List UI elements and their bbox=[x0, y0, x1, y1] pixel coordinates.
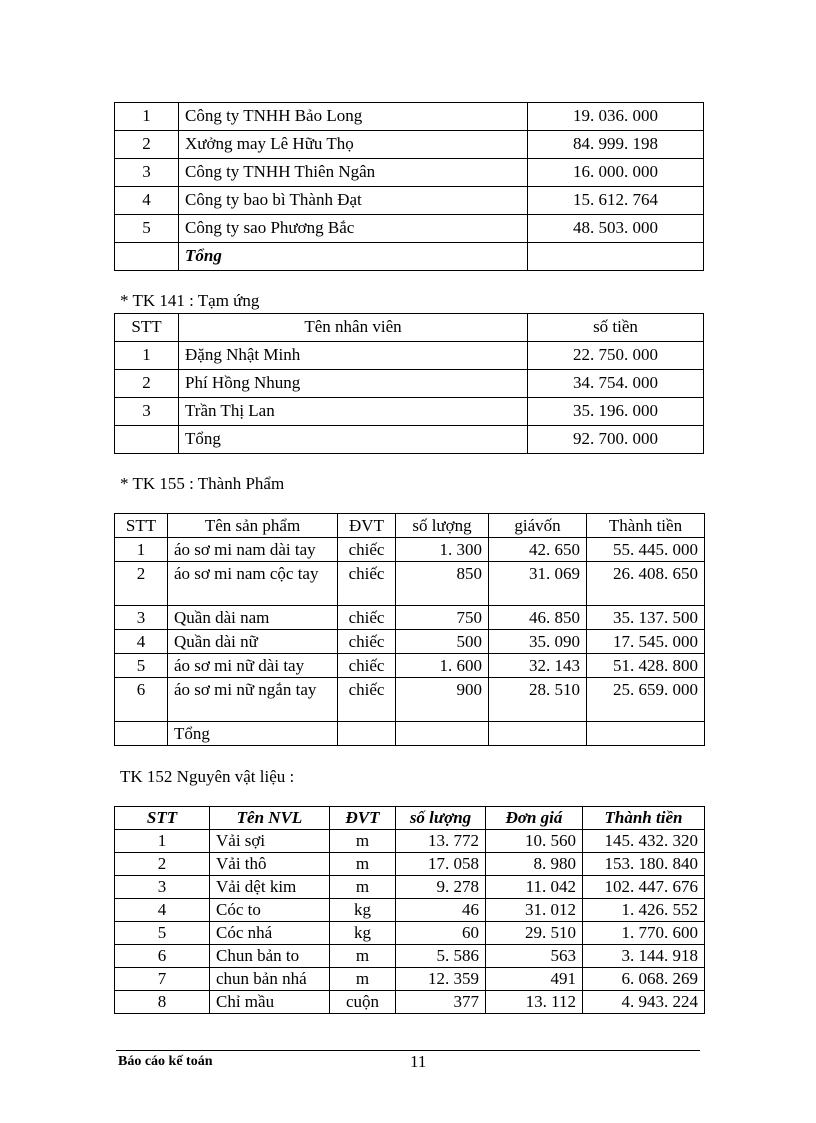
table-row bbox=[115, 853, 705, 876]
amount-cell: 84. 999. 198 bbox=[528, 131, 704, 159]
header-stt: STT bbox=[115, 807, 210, 830]
stt-cell: 7 bbox=[115, 968, 210, 991]
stt-cell: 6 bbox=[115, 678, 168, 722]
qty-cell: 13. 772 bbox=[396, 830, 486, 853]
amount-cell: 22. 750. 000 bbox=[528, 342, 704, 370]
name-cell: Vải sợi bbox=[210, 830, 330, 853]
name-cell: Công ty TNHH Thiên Ngân bbox=[179, 159, 528, 187]
stt-cell: 8 bbox=[115, 991, 210, 1014]
unit-cell: chiếc bbox=[338, 606, 396, 630]
name-cell: Phí Hồng Nhung bbox=[179, 370, 528, 398]
name-cell: Vải thô bbox=[210, 853, 330, 876]
total-label: Tổng bbox=[179, 426, 528, 454]
name-cell: Quần dài nam bbox=[168, 606, 338, 630]
cost-cell: 28. 510 bbox=[489, 678, 587, 722]
header-stt: STT bbox=[115, 314, 179, 342]
cost-cell: 46. 850 bbox=[489, 606, 587, 630]
qty-cell: 850 bbox=[396, 562, 489, 606]
total-cell: 1. 770. 600 bbox=[583, 922, 705, 945]
header-name: Tên nhân viên bbox=[179, 314, 528, 342]
stt-cell: 4 bbox=[115, 630, 168, 654]
name-cell: áo sơ mi nam cộc tay bbox=[168, 562, 338, 606]
tk155-caption: * TK 155 : Thành Phẩm bbox=[120, 474, 285, 493]
total-row bbox=[115, 243, 704, 271]
table-row bbox=[115, 215, 704, 243]
table-row bbox=[115, 678, 705, 722]
table-row bbox=[115, 398, 704, 426]
qty-cell: 1. 300 bbox=[396, 538, 489, 562]
unit-cell: m bbox=[330, 945, 396, 968]
table-row bbox=[115, 538, 705, 562]
unit-cell: chiếc bbox=[338, 538, 396, 562]
total-amount: 92. 700. 000 bbox=[528, 426, 704, 454]
stt-cell: 3 bbox=[115, 876, 210, 899]
unit-cell: m bbox=[330, 853, 396, 876]
stt-cell: 2 bbox=[115, 562, 168, 606]
total-row bbox=[115, 722, 705, 746]
stt-cell: 5 bbox=[115, 922, 210, 945]
qty-cell: 5. 586 bbox=[396, 945, 486, 968]
stt-cell: 6 bbox=[115, 945, 210, 968]
total-cell: 1. 426. 552 bbox=[583, 899, 705, 922]
price-cell: 491 bbox=[486, 968, 583, 991]
table-row bbox=[115, 876, 705, 899]
table-row bbox=[115, 342, 704, 370]
qty-cell: 1. 600 bbox=[396, 654, 489, 678]
qty-cell: 500 bbox=[396, 630, 489, 654]
header-name: Tên sản phẩm bbox=[168, 514, 338, 538]
table-row bbox=[115, 562, 705, 606]
table-row bbox=[115, 922, 705, 945]
total-cell: 26. 408. 650 bbox=[587, 562, 705, 606]
price-cell: 13. 112 bbox=[486, 991, 583, 1014]
total-cell: 35. 137. 500 bbox=[587, 606, 705, 630]
amount-cell: 34. 754. 000 bbox=[528, 370, 704, 398]
unit-cell: kg bbox=[330, 899, 396, 922]
total-cell: 17. 545. 000 bbox=[587, 630, 705, 654]
amount-cell: 35. 196. 000 bbox=[528, 398, 704, 426]
stt-cell: 3 bbox=[115, 398, 179, 426]
total-cell: 55. 445. 000 bbox=[587, 538, 705, 562]
table-row bbox=[115, 131, 704, 159]
qty-cell: 9. 278 bbox=[396, 876, 486, 899]
tk141-caption: * TK 141 : Tạm ứng bbox=[120, 291, 260, 310]
name-cell: áo sơ mi nữ dài tay bbox=[168, 654, 338, 678]
amount-cell: 19. 036. 000 bbox=[528, 103, 704, 131]
empty-cell bbox=[396, 722, 489, 746]
unit-cell: chiếc bbox=[338, 630, 396, 654]
total-cell: 153. 180. 840 bbox=[583, 853, 705, 876]
table-row bbox=[115, 830, 705, 853]
empty-cell bbox=[115, 722, 168, 746]
total-amount bbox=[528, 243, 704, 271]
name-cell: Trần Thị Lan bbox=[179, 398, 528, 426]
header-price: Đơn giá bbox=[486, 807, 583, 830]
unit-cell: chiếc bbox=[338, 654, 396, 678]
stt-cell: 1 bbox=[115, 830, 210, 853]
amount-cell: 15. 612. 764 bbox=[528, 187, 704, 215]
total-label: Tổng bbox=[179, 243, 528, 271]
total-cell: 6. 068. 269 bbox=[583, 968, 705, 991]
creditor-table bbox=[114, 102, 704, 271]
stt-cell: 5 bbox=[115, 215, 179, 243]
header-qty: số lượng bbox=[396, 514, 489, 538]
table-row bbox=[115, 991, 705, 1014]
cost-cell: 35. 090 bbox=[489, 630, 587, 654]
table-row bbox=[115, 945, 705, 968]
name-cell: Quần dài nữ bbox=[168, 630, 338, 654]
name-cell: chun bản nhá bbox=[210, 968, 330, 991]
qty-cell: 60 bbox=[396, 922, 486, 945]
table-row bbox=[115, 370, 704, 398]
tk152-table bbox=[114, 806, 705, 1014]
name-cell: Công ty TNHH Bảo Long bbox=[179, 103, 528, 131]
unit-cell: kg bbox=[330, 922, 396, 945]
footer-report-title: Báo cáo kế toán bbox=[118, 1054, 213, 1069]
table-row bbox=[115, 968, 705, 991]
name-cell: Vải dệt kim bbox=[210, 876, 330, 899]
qty-cell: 46 bbox=[396, 899, 486, 922]
name-cell: Đặng Nhật Minh bbox=[179, 342, 528, 370]
header-qty: số lượng bbox=[396, 807, 486, 830]
unit-cell: chiếc bbox=[338, 678, 396, 722]
cost-cell: 32. 143 bbox=[489, 654, 587, 678]
qty-cell: 900 bbox=[396, 678, 489, 722]
qty-cell: 750 bbox=[396, 606, 489, 630]
amount-cell: 48. 503. 000 bbox=[528, 215, 704, 243]
total-row bbox=[115, 426, 704, 454]
tk152-caption: TK 152 Nguyên vật liệu : bbox=[120, 767, 295, 786]
price-cell: 11. 042 bbox=[486, 876, 583, 899]
total-cell: 102. 447. 676 bbox=[583, 876, 705, 899]
header-row bbox=[115, 314, 704, 342]
stt-cell: 1 bbox=[115, 538, 168, 562]
empty-cell bbox=[115, 243, 179, 271]
total-label: Tổng bbox=[168, 722, 338, 746]
footer-divider bbox=[116, 1050, 700, 1051]
price-cell: 29. 510 bbox=[486, 922, 583, 945]
unit-cell: m bbox=[330, 968, 396, 991]
cost-cell: 31. 069 bbox=[489, 562, 587, 606]
name-cell: Cóc nhá bbox=[210, 922, 330, 945]
unit-cell: chiếc bbox=[338, 562, 396, 606]
price-cell: 8. 980 bbox=[486, 853, 583, 876]
stt-cell: 2 bbox=[115, 370, 179, 398]
unit-cell: cuộn bbox=[330, 991, 396, 1014]
header-total: Thành tiền bbox=[587, 514, 705, 538]
header-total: Thành tiền bbox=[583, 807, 705, 830]
name-cell: Công ty sao Phương Bắc bbox=[179, 215, 528, 243]
empty-cell bbox=[489, 722, 587, 746]
page-number: 11 bbox=[410, 1052, 427, 1071]
total-cell: 4. 943. 224 bbox=[583, 991, 705, 1014]
stt-cell: 2 bbox=[115, 853, 210, 876]
stt-cell: 1 bbox=[115, 103, 179, 131]
qty-cell: 12. 359 bbox=[396, 968, 486, 991]
table-row bbox=[115, 187, 704, 215]
stt-cell: 2 bbox=[115, 131, 179, 159]
unit-cell: m bbox=[330, 830, 396, 853]
total-cell: 25. 659. 000 bbox=[587, 678, 705, 722]
header-cost: giávốn bbox=[489, 514, 587, 538]
name-cell: Cóc to bbox=[210, 899, 330, 922]
price-cell: 563 bbox=[486, 945, 583, 968]
stt-cell: 1 bbox=[115, 342, 179, 370]
empty-cell bbox=[338, 722, 396, 746]
stt-cell: 3 bbox=[115, 159, 179, 187]
empty-cell bbox=[115, 426, 179, 454]
total-cell: 51. 428. 800 bbox=[587, 654, 705, 678]
header-amount: số tiền bbox=[528, 314, 704, 342]
header-name: Tên NVL bbox=[210, 807, 330, 830]
total-cell: 145. 432. 320 bbox=[583, 830, 705, 853]
table-row bbox=[115, 103, 704, 131]
name-cell: Xưởng may Lê Hữu Thọ bbox=[179, 131, 528, 159]
header-stt: STT bbox=[115, 514, 168, 538]
stt-cell: 4 bbox=[115, 187, 179, 215]
price-cell: 31. 012 bbox=[486, 899, 583, 922]
tk155-table bbox=[114, 513, 705, 746]
table-row bbox=[115, 899, 705, 922]
name-cell: Công ty bao bì Thành Đạt bbox=[179, 187, 528, 215]
tk141-table bbox=[114, 313, 704, 454]
name-cell: áo sơ mi nữ ngắn tay bbox=[168, 678, 338, 722]
qty-cell: 377 bbox=[396, 991, 486, 1014]
price-cell: 10. 560 bbox=[486, 830, 583, 853]
empty-cell bbox=[587, 722, 705, 746]
table-row bbox=[115, 606, 705, 630]
name-cell: Chỉ mầu bbox=[210, 991, 330, 1014]
name-cell: áo sơ mi nam dài tay bbox=[168, 538, 338, 562]
stt-cell: 4 bbox=[115, 899, 210, 922]
header-unit: ĐVT bbox=[338, 514, 396, 538]
cost-cell: 42. 650 bbox=[489, 538, 587, 562]
header-unit: ĐVT bbox=[330, 807, 396, 830]
unit-cell: m bbox=[330, 876, 396, 899]
table-row bbox=[115, 654, 705, 678]
table-row bbox=[115, 159, 704, 187]
header-row bbox=[115, 514, 705, 538]
header-row bbox=[115, 807, 705, 830]
stt-cell: 3 bbox=[115, 606, 168, 630]
stt-cell: 5 bbox=[115, 654, 168, 678]
table-row bbox=[115, 630, 705, 654]
total-cell: 3. 144. 918 bbox=[583, 945, 705, 968]
name-cell: Chun bản to bbox=[210, 945, 330, 968]
qty-cell: 17. 058 bbox=[396, 853, 486, 876]
amount-cell: 16. 000. 000 bbox=[528, 159, 704, 187]
